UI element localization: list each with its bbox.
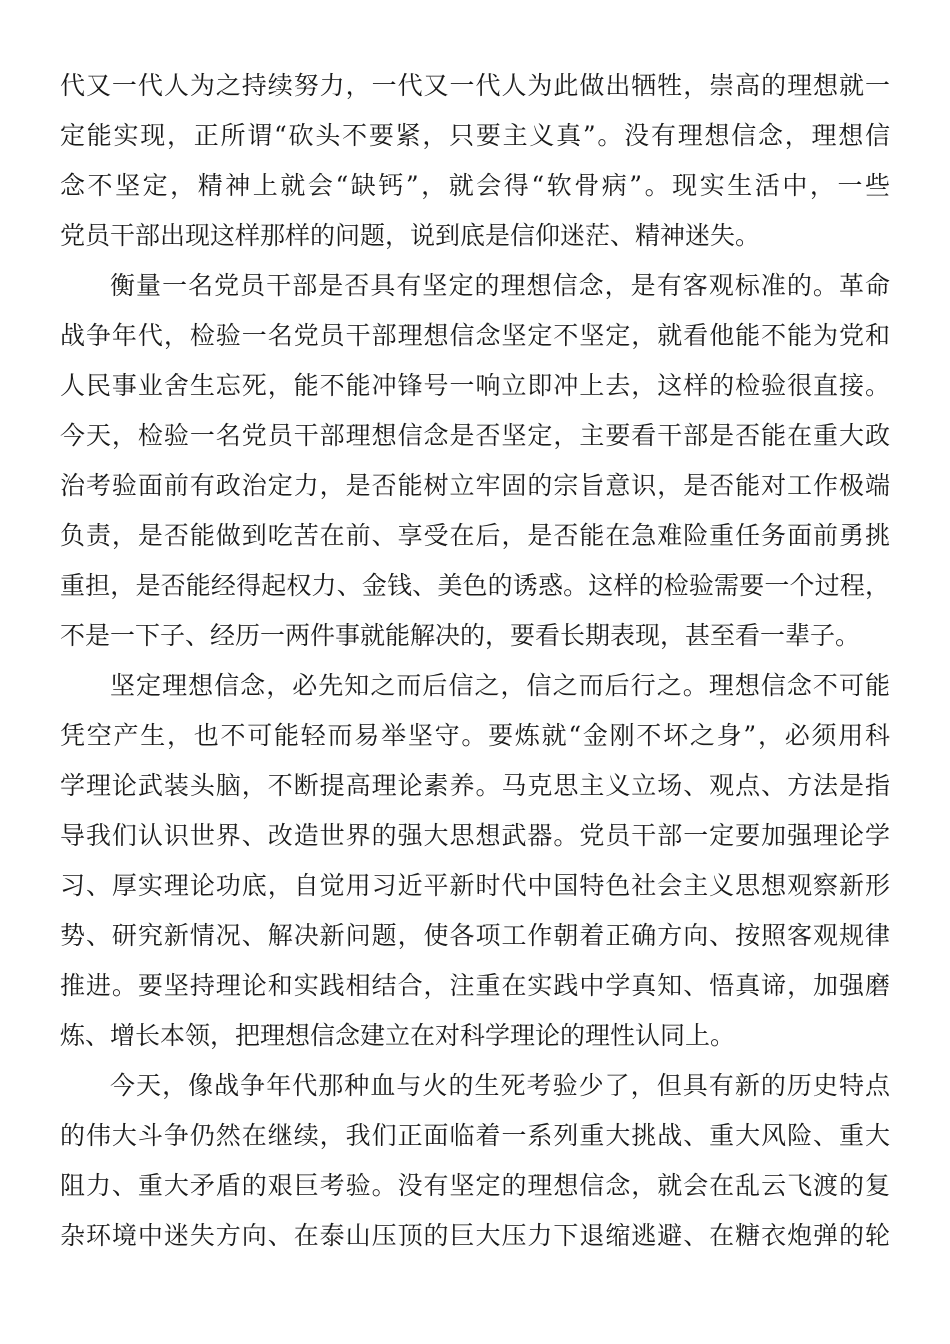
paragraph-line: 今天，像战争年代那种血与火的生死考验少了，但具有新的历史特点	[110, 1071, 890, 1100]
document-body	[60, 66, 890, 1266]
paragraph-2	[60, 266, 890, 666]
paragraph-line: 代又一代人为之持续努力，一代又一代人为此做出牺牲，崇高的理想就一	[60, 71, 890, 100]
paragraph-line: 负责，是否能做到吃苦在前、享受在后，是否能在急难险重任务面前勇挑	[60, 521, 890, 550]
paragraph-line: 治考验面前有政治定力，是否能树立牢固的宗旨意识，是否能对工作极端	[60, 471, 890, 500]
paragraph-line: 重担，是否能经得起权力、金钱、美色的诱惑。这样的检验需要一个过程，	[60, 571, 890, 600]
paragraph-line: 念不坚定，精神上就会“缺钙”，就会得“软骨病”。现实生活中，一些	[60, 171, 890, 200]
paragraph-line: 战争年代，检验一名党员干部理想信念坚定不坚定，就看他能不能为党和	[60, 321, 890, 350]
paragraph-3	[60, 666, 890, 1066]
paragraph-line: 人民事业舍生忘死，能不能冲锋号一响立即冲上去，这样的检验很直接。	[60, 371, 890, 400]
paragraph-4	[60, 1066, 890, 1266]
paragraph-line: 阻力、重大矛盾的艰巨考验。没有坚定的理想信念，就会在乱云飞渡的复	[60, 1171, 890, 1200]
paragraph-line: 衡量一名党员干部是否具有坚定的理想信念，是有客观标准的。革命	[110, 271, 890, 300]
paragraph-line: 今天，检验一名党员干部理想信念是否坚定，主要看干部是否能在重大政	[60, 421, 890, 450]
paragraph-line: 习、厚实理论功底，自觉用习近平新时代中国特色社会主义思想观察新形	[60, 871, 890, 900]
paragraph-line: 坚定理想信念，必先知之而后信之，信之而后行之。理想信念不可能	[110, 671, 890, 700]
paragraph-line: 势、研究新情况、解决新问题，使各项工作朝着正确方向、按照客观规律	[60, 921, 890, 950]
paragraph-1	[60, 66, 890, 266]
paragraph-line: 推进。要坚持理论和实践相结合，注重在实践中学真知、悟真谛，加强磨	[60, 971, 890, 1000]
paragraph-line: 学理论武装头脑，不断提高理论素养。马克思主义立场、观点、方法是指	[60, 771, 890, 800]
paragraph-line: 不是一下子、经历一两件事就能解决的，要看长期表现，甚至看一辈子。	[60, 621, 861, 650]
paragraph-line: 党员干部出现这样那样的问题，说到底是信仰迷茫、精神迷失。	[60, 221, 761, 250]
paragraph-line: 的伟大斗争仍然在继续，我们正面临着一系列重大挑战、重大风险、重大	[60, 1121, 890, 1150]
paragraph-line: 炼、增长本领，把理想信念建立在对科学理论的理性认同上。	[60, 1021, 736, 1050]
paragraph-line: 定能实现，正所谓“砍头不要紧，只要主义真”。没有理想信念，理想信	[60, 121, 890, 150]
paragraph-line: 导我们认识世界、改造世界的强大思想武器。党员干部一定要加强理论学	[60, 821, 890, 850]
paragraph-line: 杂环境中迷失方向、在泰山压顶的巨大压力下退缩逃避、在糖衣炮弹的轮	[60, 1221, 890, 1250]
paragraph-line: 凭空产生，也不可能轻而易举坚守。要炼就“金刚不坏之身”，必须用科	[60, 721, 890, 750]
